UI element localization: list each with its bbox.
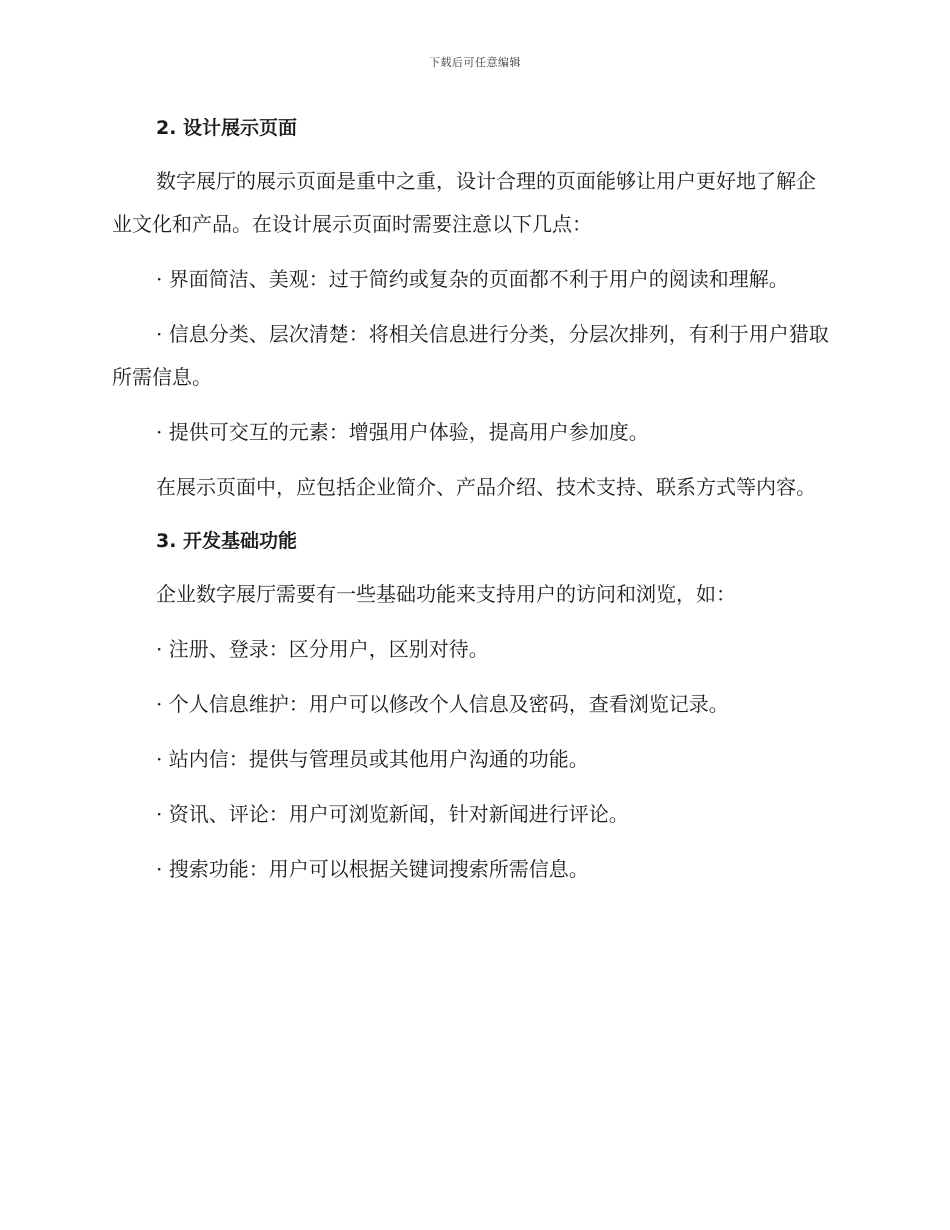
section-heading-2: 2. 设计展示页面 <box>156 117 298 139</box>
section-3-bullet-3: · 站内信：提供与管理员或其他用户沟通的功能。 <box>156 747 589 771</box>
section-2-bullet-3: · 提供可交互的元素：增强用户体验，提高用户参加度。 <box>156 420 649 444</box>
section-2-bullet-2: · 信息分类、层次清楚：将相关信息进行分类，分层次排列，有利于用户猎取所需信息。 <box>112 322 829 389</box>
section-2-closing: 在展示页面中，应包括企业简介、产品介绍、技术支持、联系方式等内容。 <box>156 475 816 499</box>
section-3-bullet-2: · 个人信息维护：用户可以修改个人信息及密码，查看浏览记录。 <box>156 692 729 716</box>
section-3-bullet-1: · 注册、登录：区分用户，区别对待。 <box>156 637 489 661</box>
document-body <box>112 108 832 891</box>
section-heading-3: 3. 开发基础功能 <box>156 530 298 552</box>
section-2-intro: 数字展厅的展示页面是重中之重，设计合理的页面能够让用户更好地了解企业文化和产品。在设计展示页面时需要注意以下几点： <box>112 169 816 236</box>
section-3-bullet-5: · 搜索功能：用户可以根据关键词搜索所需信息。 <box>156 857 589 881</box>
section-2-bullet-1: · 界面简洁、美观：过于简约或复杂的页面都不利于用户的阅读和理解。 <box>156 267 789 291</box>
section-3-intro: 企业数字展厅需要有一些基础功能来支持用户的访问和浏览，如： <box>156 582 736 606</box>
section-3-bullet-4: · 资讯、评论：用户可浏览新闻，针对新闻进行评论。 <box>156 802 629 826</box>
page-header-note: 下载后可任意编辑 <box>429 56 521 69</box>
